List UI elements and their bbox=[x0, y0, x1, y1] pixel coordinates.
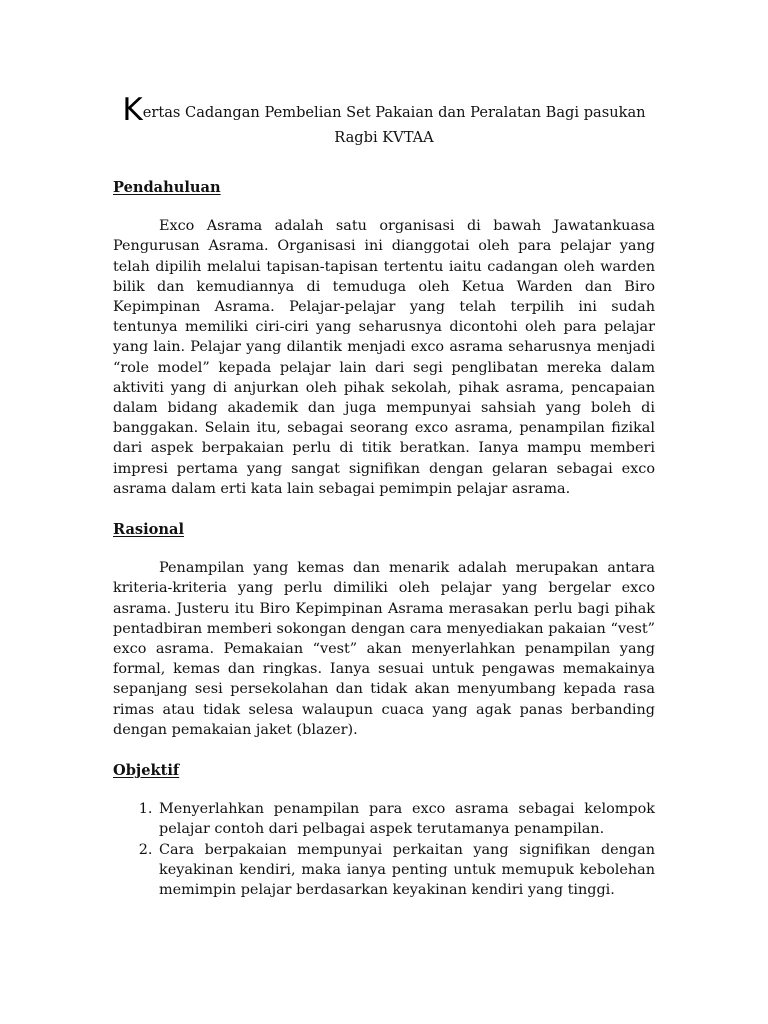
paragraph-pendahuluan: Exco Asrama adalah satu organisasi di bawah Jawatankuasa Pengurusan Asrama. Organisasi ini dianggotai oleh para pelajar yang telah dipilih melalui tapisan-tapisan tertentu iaitu cadangan oleh warden bilik dan kemudiannya di temuduga oleh Ketua Warden dan Biro Kepimpinan Asrama. Pelajar-pelajar yang telah terpilih ini sudah tentunya memiliki ciri-ciri yang seharusnya dicontohi oleh para pelajar yang lain. Pelajar yang dilantik menjadi exco asrama seharusnya menjadi “role model” kepada pelajar lain dari segi penglibatan mereka dalam aktiviti yang di anjurkan oleh pihak sekolah, pihak asrama, pencapaian dalam bidang akademik dan juga mempunyai sahsiah yang boleh di banggakan. Selain itu, sebagai seorang exco asrama, penampilan fizikal dari aspek berpakaian perlu di titik beratkan. Ianya mampu memberi impresi pertama yang sangat signifikan dengan gelaran sebagai exco asrama dalam erti kata lain sebagai pemimpin pelajar asrama. bbox=[113, 218, 655, 497]
document-title bbox=[113, 92, 655, 150]
document-page bbox=[113, 92, 655, 900]
paragraph-rasional: Penampilan yang kemas dan menarik adalah merupakan antara kriteria-kriteria yang perlu dimiliki oleh pelajar yang bergelar exco asrama. Justeru itu Biro Kepimpinan Asrama merasakan perlu bagi pihak pentadbiran memberi sokongan dengan cara menyediakan pakaian “vest” exco asrama. Pemakaian “vest” akan menyerlahkan penampilan yang formal, kemas dan ringkas. Ianya sesuai untuk pengawas memakainya sepanjang sesi persekolahan dan tidak akan menyumbang kepada rasa rimas atau tidak selesa walaupun cuaca yang agak panas berbanding dengan pemakaian jaket (blazer). bbox=[113, 560, 655, 738]
objectives-list bbox=[113, 799, 655, 900]
heading-pendahuluan: Pendahuluan bbox=[113, 179, 221, 196]
objective-item-2: 2. Cara berpakaian mempunyai perkaitan yang signifikan dengan keyakinan kendiri, maka ianya penting untuk memupuk kebolehan memimpin pelajar berdasarkan keyakinan kendiri yang tinggi. bbox=[157, 840, 655, 901]
objective-item-1: 1. Menyerlahkan penampilan para exco asrama sebagai kelompok pelajar contoh dari pelbagai aspek terutamanya penampilan. bbox=[157, 799, 655, 839]
title-dropcap: K bbox=[122, 92, 143, 128]
heading-objektif: Objektif bbox=[113, 762, 180, 780]
heading-rasional: Rasional bbox=[113, 521, 185, 539]
title-line-2: Ragbi KVTAA bbox=[334, 129, 434, 146]
title-line-1: ertas Cadangan Pembelian Set Pakaian dan Peralatan Bagi pasukan bbox=[142, 104, 646, 121]
